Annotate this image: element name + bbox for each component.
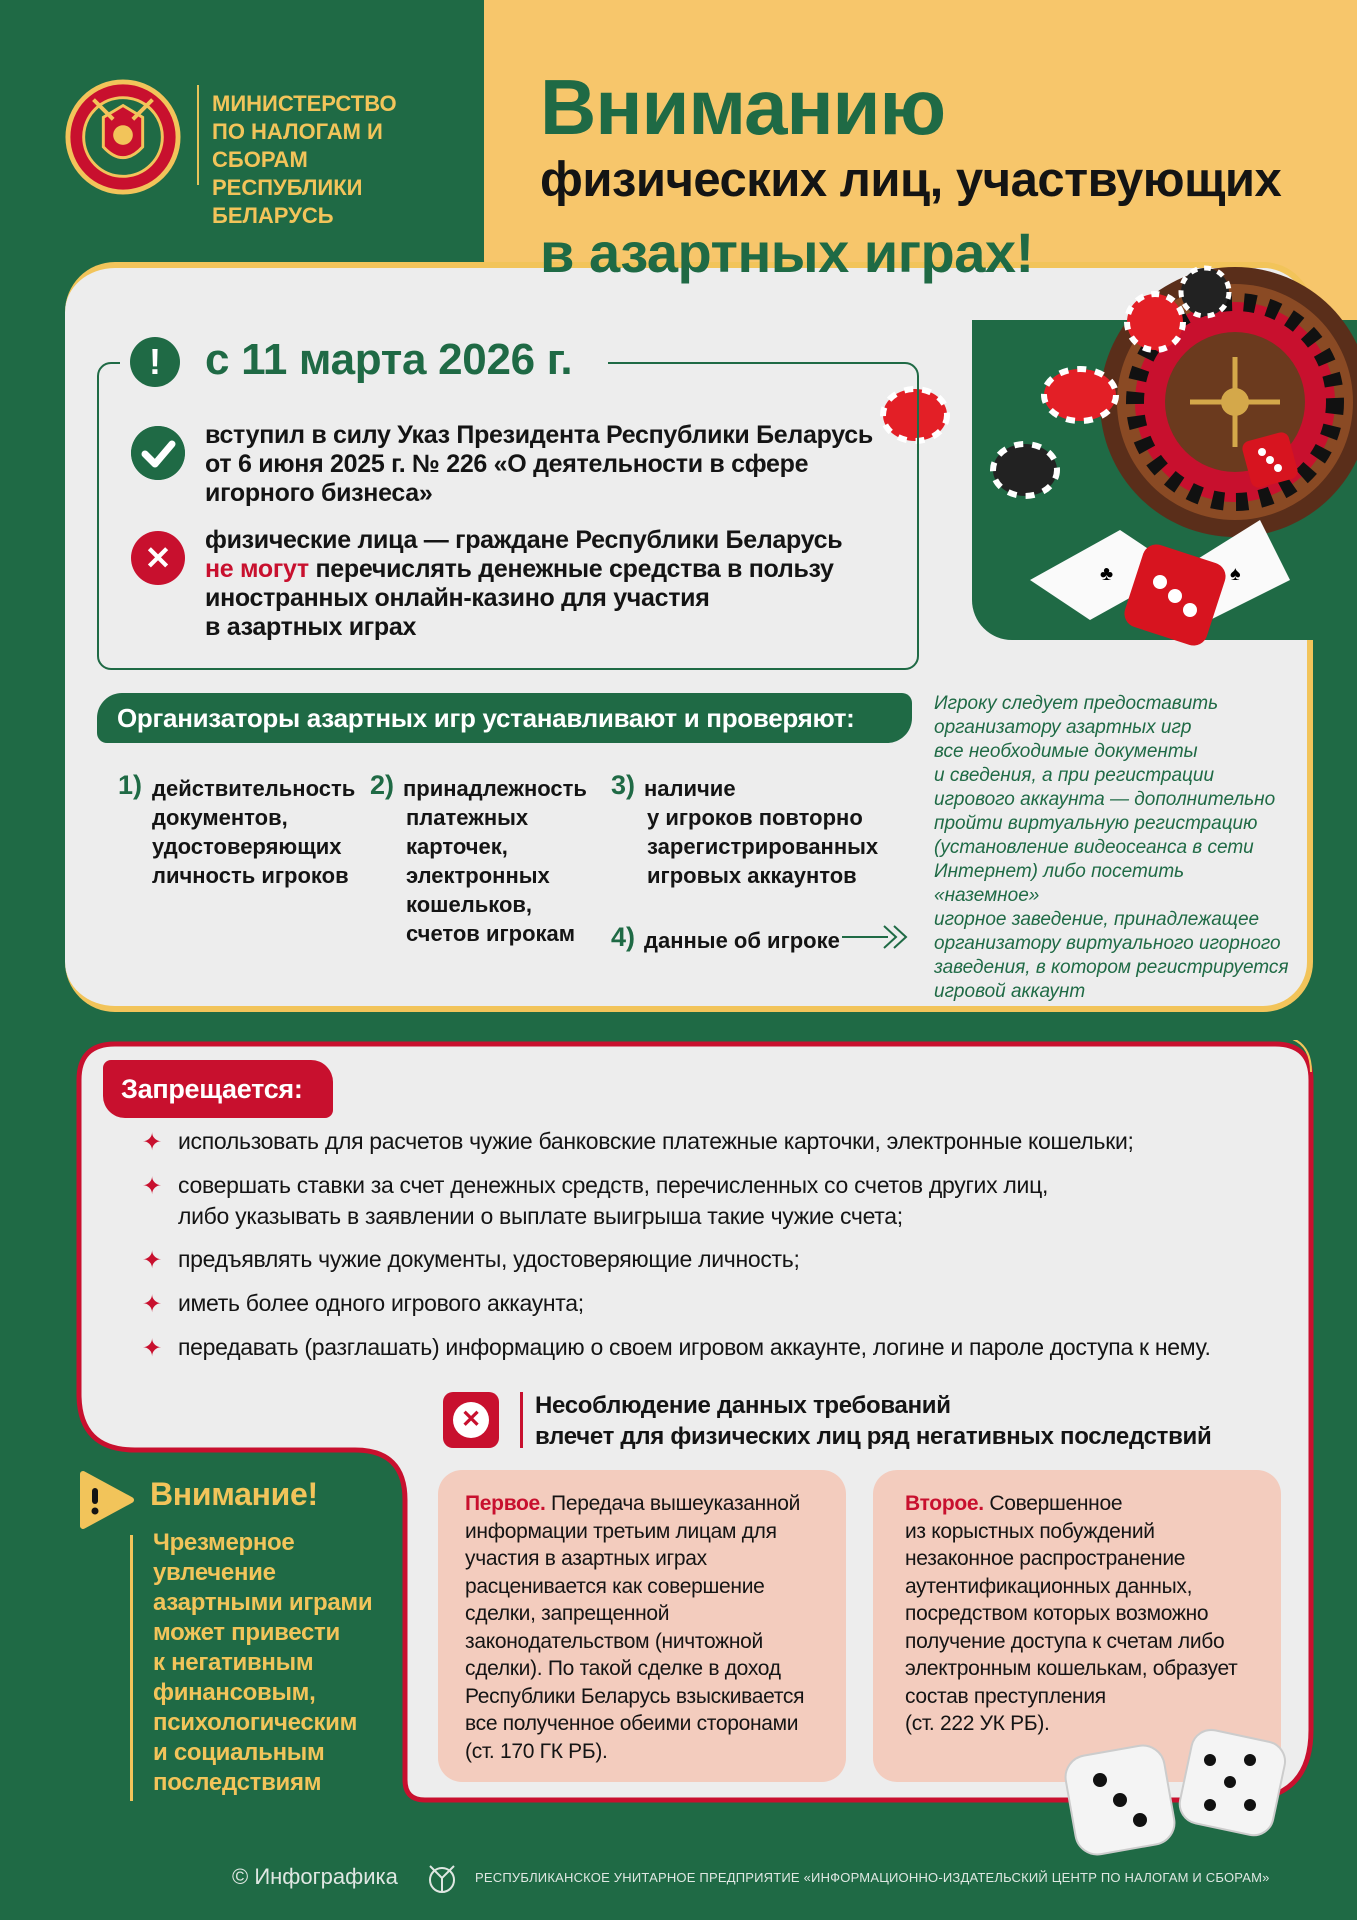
footer-organization: РЕСПУБЛИКАНСКОЕ УНИТАРНОЕ ПРЕДПРИЯТИЕ «ИНФОРМАЦИОННО-ИЗДАТЕЛЬСКИЙ ЦЕНТР ПО НАЛОГАМ И СБОРАМ»	[475, 1870, 1270, 1885]
casino-chip-icon	[990, 440, 1060, 500]
note-line: Интернет) либо посетить «наземное»	[934, 861, 1185, 906]
note-line: все необходимые документы	[934, 741, 1198, 762]
consequence-line: состав преступления	[905, 1684, 1106, 1708]
attention-line: психологическим	[153, 1709, 358, 1736]
attention-line: Чрезмерное	[153, 1529, 295, 1556]
check-line: платежных	[406, 805, 529, 830]
player-note	[934, 692, 1294, 1004]
second-label: Второе.	[905, 1492, 984, 1515]
consequence-line: (ст. 222 УК РБ).	[905, 1712, 1050, 1735]
decree-line: вступил в силу Указ Президента Республики Беларусь	[205, 421, 873, 449]
item-number: 2)	[370, 770, 395, 800]
restriction-statement	[205, 526, 905, 642]
check-line: наличие	[644, 776, 736, 801]
consequence-line: законодательством (ничтожной	[465, 1629, 763, 1653]
restriction-line: физические лица — граждане Республики Беларусь	[205, 526, 843, 554]
check-line: игровых аккаунтов	[647, 863, 857, 888]
attention-line: увлечение	[153, 1559, 276, 1586]
ministry-line: РЕСПУБЛИКИ БЕЛАРУСЬ	[212, 175, 363, 228]
decree-line: от 6 июня 2025 г. № 226 «О деятельности в сфере	[205, 450, 809, 478]
consequence-line: информации третьим лицам для	[465, 1519, 777, 1543]
check-line: счетов игрокам	[406, 921, 576, 946]
check-icon	[131, 426, 185, 480]
restriction-line-rest: перечислять денежные средства в пользу	[308, 555, 834, 583]
close-icon	[443, 1392, 499, 1448]
check-line: действительность	[152, 776, 356, 801]
note-line: Игроку следует предоставить	[934, 693, 1219, 714]
attention-text	[153, 1528, 393, 1798]
consequences-title	[535, 1390, 1235, 1452]
first-label: Первое.	[465, 1492, 546, 1515]
consequence-line: получение доступа к счетам либо	[905, 1629, 1225, 1653]
consequence-first-text	[465, 1490, 835, 1765]
consequence-line: незаконное распространение	[905, 1547, 1186, 1570]
organizer-check-4	[644, 926, 844, 955]
consequence-line: электронным кошелькам, образует	[905, 1657, 1238, 1680]
attention-line: может привести	[153, 1619, 340, 1646]
sparkle-bullet-icon: ✦	[142, 1335, 163, 1362]
cannot-emphasis: не могут	[205, 555, 309, 583]
organizers-heading: Организаторы азартных игр устанавливают и проверяют:	[97, 693, 912, 743]
consequence-line: из корыстных побуждений	[905, 1519, 1155, 1543]
prohibited-line: использовать для расчетов чужие банковские платежные карточки, электронные кошельки;	[178, 1128, 1134, 1154]
sparkle-bullet-icon: ✦	[142, 1129, 163, 1156]
restriction-line	[205, 555, 905, 584]
consequence-line: участия в азартных играх	[465, 1547, 707, 1570]
attention-line: азартными играми	[153, 1589, 373, 1616]
item-number: 1)	[118, 770, 143, 800]
prohibited-line: либо указывать в заявлении о выплате выигрыша такие чужие счета;	[178, 1203, 903, 1229]
attention-divider	[130, 1535, 133, 1801]
check-line: электронных	[406, 863, 550, 888]
decree-statement	[205, 421, 905, 508]
prohibited-item	[178, 1126, 1134, 1157]
consequence-line-rest: Совершенное	[983, 1492, 1123, 1515]
svg-text:♠: ♠	[1230, 563, 1241, 585]
dice-icon	[1120, 540, 1230, 650]
note-line: пройти виртуальную регистрацию	[934, 813, 1258, 834]
consequence-line: сделки). По такой сделке в доход	[465, 1657, 781, 1680]
consequence-line: аутентификационных данных,	[905, 1574, 1193, 1598]
consequence-second-text	[905, 1490, 1265, 1738]
note-line: (установление видеосеанса в сети	[934, 837, 1254, 858]
attention-line: и социальным	[153, 1739, 325, 1766]
publisher-logo-icon	[422, 1860, 462, 1896]
prohibited-item	[178, 1170, 1048, 1232]
check-line: принадлежность	[403, 776, 587, 801]
organizer-check-2	[403, 774, 603, 948]
note-line: игрового аккаунта — дополнительно	[934, 789, 1276, 810]
close-icon: ✕	[131, 531, 185, 585]
note-line: заведения, в котором регистрируется	[934, 957, 1289, 978]
check-line: у игроков повторно	[647, 805, 863, 830]
prohibited-line: совершать ставки за счет денежных средств, перечисленных со счетов других лиц,	[178, 1172, 1049, 1198]
consequence-line-rest: Передача вышеуказанной	[545, 1492, 801, 1515]
prohibited-line: иметь более одного игрового аккаунта;	[178, 1290, 584, 1316]
page-title: Вниманию	[540, 63, 946, 151]
attention-title: Внимание!	[150, 1476, 318, 1512]
check-line: данные об игроке	[644, 928, 840, 953]
check-line: кошельков,	[406, 892, 533, 917]
dice-icon	[1240, 430, 1300, 490]
effective-date: с 11 марта 2026 г.	[205, 335, 573, 384]
note-line: организатору виртуального игорного	[934, 933, 1281, 954]
prohibited-line: предъявлять чужие документы, удостоверяющие личность;	[178, 1246, 800, 1272]
consequences-title-line: Несоблюдение данных требований	[535, 1392, 951, 1419]
warning-icon	[75, 1470, 135, 1530]
check-line: удостоверяющих	[152, 834, 342, 859]
check-line: карточек,	[406, 834, 508, 859]
consequence-line	[465, 1490, 835, 1518]
attention-line: финансовым,	[153, 1679, 316, 1706]
consequence-line: все полученное обеими сторонами	[465, 1712, 799, 1735]
decree-line: игорного бизнеса»	[205, 479, 433, 507]
ministry-name	[212, 90, 482, 230]
prohibited-item	[178, 1288, 584, 1319]
prohibited-label: Запрещается:	[103, 1060, 333, 1118]
ministry-emblem-icon	[64, 78, 182, 196]
organizer-check-1	[152, 774, 372, 890]
roulette-wheel-icon	[1095, 262, 1357, 542]
consequence-line: (ст. 170 ГК РБ).	[465, 1739, 608, 1763]
sparkle-bullet-icon: ✦	[142, 1247, 163, 1274]
attention-line: последствиям	[153, 1769, 322, 1796]
consequences-title-line: влечет для физических лиц ряд негативных последствий	[535, 1423, 1212, 1450]
page-subtitle: физических лиц, участвующих	[540, 153, 1282, 207]
check-line: зарегистрированных	[647, 834, 879, 859]
consequence-line: расценивается как совершение	[465, 1574, 765, 1598]
exclamation-icon: !	[130, 337, 180, 387]
restriction-line: иностранных онлайн-казино для участия	[205, 584, 710, 612]
close-icon-inner: ✕	[453, 1402, 489, 1438]
organizer-check-3	[644, 774, 884, 890]
white-dice-icon	[1050, 1720, 1300, 1870]
consequence-line: посредством которых возможно	[905, 1602, 1209, 1625]
prohibited-item	[178, 1332, 1211, 1363]
consequence-line	[905, 1490, 1265, 1518]
item-number: 4)	[611, 922, 636, 952]
check-line: личность игроков	[152, 863, 349, 888]
item-number: 3)	[611, 770, 636, 800]
restriction-line: в азартных играх	[205, 613, 417, 641]
casino-chip-icon	[1040, 365, 1120, 425]
note-line: игорное заведение, принадлежащее	[934, 909, 1260, 930]
consequence-line: сделки, запрещенной	[465, 1602, 670, 1625]
prohibited-line: передавать (разглашать) информацию о своем игровом аккаунте, логине и пароле доступа к нему.	[178, 1334, 1211, 1360]
svg-text:♣: ♣	[1100, 563, 1114, 585]
sparkle-bullet-icon: ✦	[142, 1291, 163, 1318]
note-line: и сведения, а при регистрации	[934, 765, 1215, 786]
note-line: игровой аккаунт	[934, 981, 1086, 1002]
check-line: документов,	[152, 805, 288, 830]
note-line: организатору азартных игр	[934, 717, 1192, 738]
ministry-line: ПО НАЛОГАМ И СБОРАМ	[212, 119, 383, 172]
consequence-line: Республики Беларусь взыскивается	[465, 1684, 805, 1708]
attention-line: к негативным	[153, 1649, 314, 1676]
footer-copyright: © Инфографика	[232, 1864, 398, 1889]
ministry-divider	[197, 85, 199, 185]
prohibited-item	[178, 1244, 800, 1275]
sparkle-bullet-icon: ✦	[142, 1173, 163, 1200]
page-subtitle-2: в азартных играх!	[540, 221, 1034, 284]
consequences-divider	[520, 1392, 523, 1448]
arrow-right-icon	[840, 922, 910, 952]
ministry-line: МИНИСТЕРСТВО	[212, 91, 397, 116]
